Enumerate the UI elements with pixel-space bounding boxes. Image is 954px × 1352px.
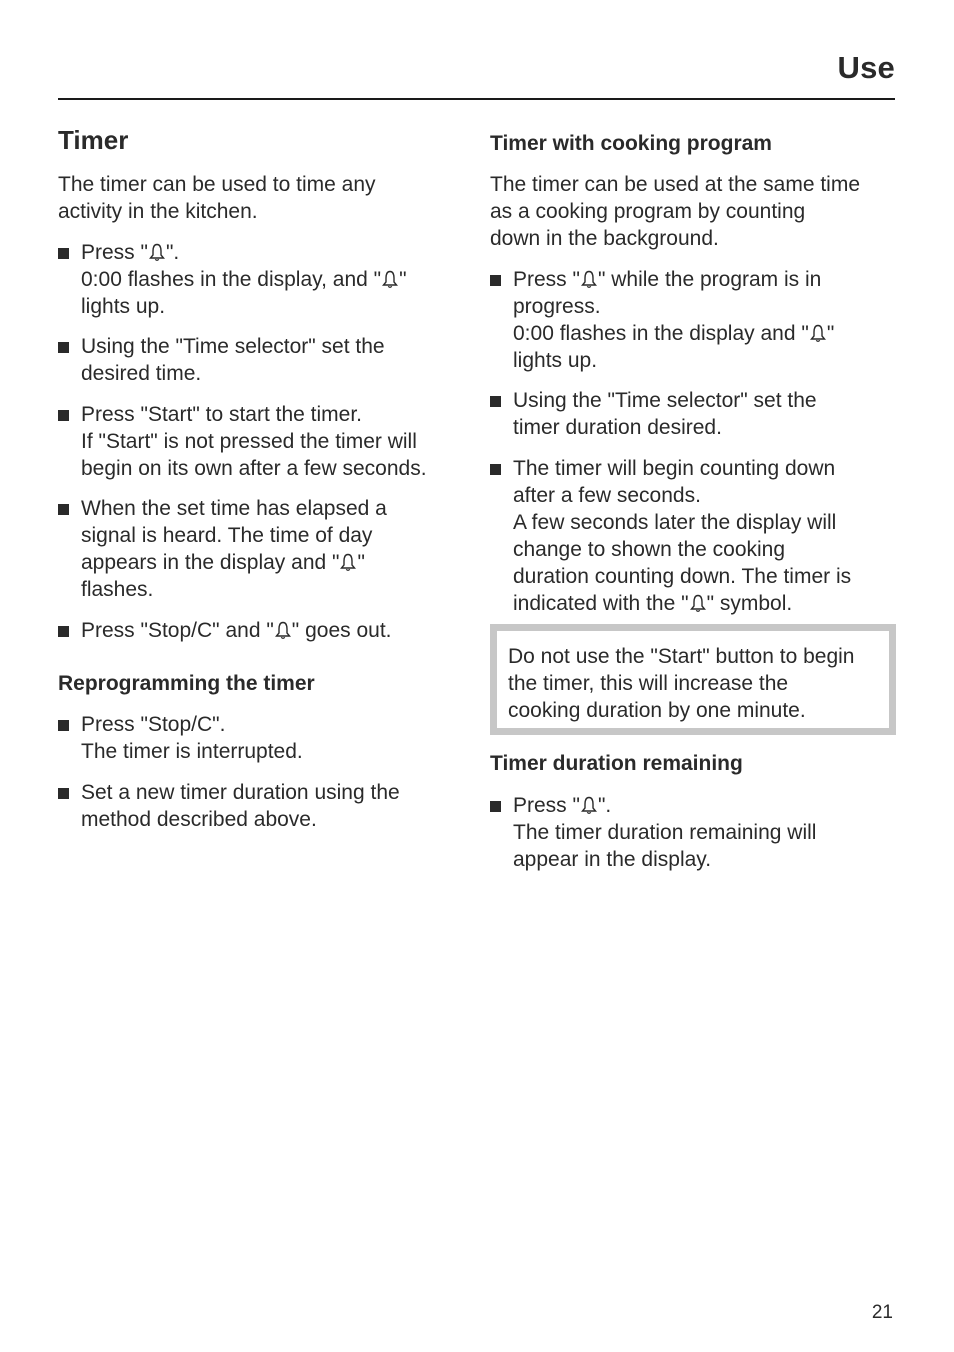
note-line: Do not use the "Start" button to begin	[508, 645, 855, 668]
timer-intro: The timer can be used to time any activity in the kitchen.	[58, 173, 376, 223]
step-text: 0:00 flashes in the display, and "	[81, 268, 382, 291]
step-text: Using the "Time selector" set the	[513, 389, 817, 412]
bullet-square	[490, 464, 501, 475]
step-text: method described above.	[81, 808, 317, 831]
step-text: Press "	[81, 241, 148, 264]
bullet-square	[490, 801, 501, 812]
bell-icon	[581, 795, 597, 815]
bullet-square	[58, 788, 69, 799]
bullet-square	[490, 275, 501, 286]
timer-heading: Timer	[58, 125, 129, 155]
list-item	[58, 617, 466, 644]
step-text: appear in the display.	[513, 848, 712, 871]
step-text: lights up.	[513, 349, 598, 372]
step-text: flashes.	[81, 578, 154, 601]
step-text: desired time.	[81, 362, 202, 385]
step-text: When the set time has elapsed a	[81, 497, 387, 520]
step-text: ".	[597, 794, 612, 817]
step-text: 0:00 flashes in the display and "	[513, 322, 809, 345]
step-text: begin on its own after a few seconds.	[81, 457, 427, 480]
list-item	[58, 401, 466, 482]
note-line: the timer, this will increase the	[508, 672, 789, 695]
header-rule	[58, 98, 895, 100]
step-text: Press "Start" to start the timer.	[81, 403, 362, 426]
step-text: The timer duration remaining will	[513, 821, 817, 844]
list-item	[58, 711, 466, 765]
bullet-square	[58, 720, 69, 731]
step-text: ".	[165, 241, 180, 264]
step-text: duration counting down. The timer is	[513, 565, 852, 588]
step-text: Press "Stop/C".	[81, 713, 226, 736]
page-number: 21	[871, 1302, 893, 1323]
bell-icon	[382, 269, 398, 289]
bullet-square	[58, 504, 69, 515]
intro-line: down in the background.	[490, 227, 719, 250]
bell-icon	[690, 593, 706, 613]
step-text: Press "	[513, 268, 580, 291]
page-section-title: Use	[837, 50, 895, 85]
list-item	[490, 455, 900, 617]
reprogramming-heading: Reprogramming the timer	[58, 672, 315, 695]
step-text: The timer will begin counting down	[513, 457, 836, 480]
warning-note-box	[490, 624, 896, 735]
bullet-square	[58, 342, 69, 353]
step-text: after a few seconds.	[513, 484, 701, 507]
step-text: appears in the display and "	[81, 551, 340, 574]
step-text: " while the program is in	[597, 268, 822, 291]
list-item	[58, 495, 466, 603]
bullet-square	[58, 410, 69, 421]
step-text: indicated with the "	[513, 592, 689, 615]
step-text: "	[357, 551, 365, 574]
bullet-square	[58, 248, 69, 259]
step-text: Press "	[513, 794, 580, 817]
list-item	[58, 779, 466, 833]
step-text: progress.	[513, 295, 601, 318]
remaining-heading: Timer duration remaining	[490, 752, 743, 775]
cooking-program-heading: Timer with cooking program	[490, 132, 772, 155]
step-text: signal is heard. The time of day	[81, 524, 373, 547]
list-item	[490, 792, 900, 873]
step-text: A few seconds later the display will	[513, 511, 837, 534]
step-text: Using the "Time selector" set the	[81, 335, 385, 358]
step-text: " symbol.	[706, 592, 793, 615]
bell-icon	[275, 620, 291, 640]
list-item	[490, 387, 900, 441]
step-text: timer duration desired.	[513, 416, 722, 439]
step-text: "	[399, 268, 407, 291]
step-text: " goes out.	[291, 619, 392, 642]
intro-line: The timer can be used at the same time	[490, 173, 861, 196]
step-text: lights up.	[81, 295, 166, 318]
bell-icon	[810, 323, 826, 343]
step-text: The timer is interrupted.	[81, 740, 303, 763]
bell-icon	[581, 269, 597, 289]
step-text: If "Start" is not pressed the timer will	[81, 430, 417, 453]
step-text: Press "Stop/C" and "	[81, 619, 274, 642]
list-item	[58, 239, 466, 320]
step-text: change to shown the cooking	[513, 538, 786, 561]
bullet-square	[58, 626, 69, 637]
bell-icon	[340, 552, 356, 572]
list-item	[58, 333, 466, 387]
step-text: Set a new timer duration using the	[81, 781, 400, 804]
list-item	[490, 266, 900, 374]
bell-icon	[149, 242, 165, 262]
note-line: cooking duration by one minute.	[508, 699, 806, 722]
bullet-square	[490, 396, 501, 407]
cooking-intro	[490, 171, 860, 252]
intro-line: as a cooking program by counting	[490, 200, 806, 223]
step-text: "	[826, 322, 835, 345]
